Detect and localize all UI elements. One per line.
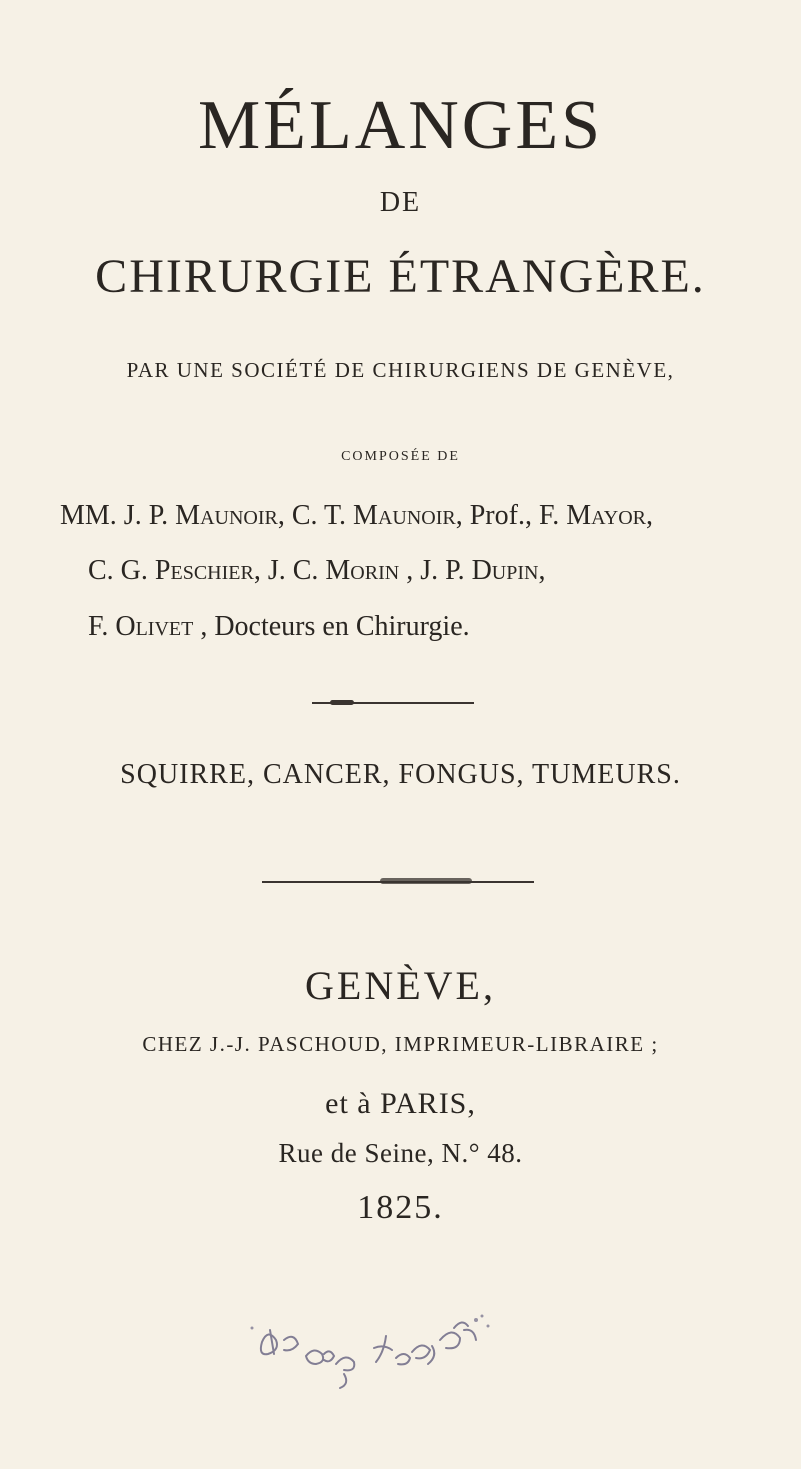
- book-title: MÉLANGES: [197, 87, 604, 164]
- divider-ornament: [330, 700, 354, 705]
- imprint-city: GENÈVE,: [305, 963, 496, 1008]
- imprint-printer: CHEZ J.-J. PASCHOUD, IMPRIMEUR-LIBRAIRE ;: [142, 1032, 659, 1056]
- imprint-paris: et à PARIS,: [325, 1087, 476, 1120]
- author-name: Dupin: [471, 555, 539, 586]
- author-separator: ,: [538, 555, 546, 586]
- author-separator: , J. P.: [399, 555, 472, 586]
- author-prefix: C. G.: [88, 555, 155, 586]
- author-name: Maunoir: [353, 500, 456, 531]
- divider-ornament: [380, 878, 472, 884]
- composed-of-line: COMPOSÉE DE: [341, 449, 460, 464]
- society-line: PAR UNE SOCIÉTÉ DE CHIRURGIENS DE GENÈVE,: [126, 358, 675, 382]
- author-prefix: F.: [88, 611, 116, 642]
- author-name: Mayor: [566, 500, 647, 531]
- authors-line-2: [88, 554, 545, 588]
- author-qualification: , Docteurs en Chirurgie.: [193, 611, 470, 642]
- library-stamp-icon: [240, 1300, 530, 1400]
- author-separator: , J. C.: [253, 555, 326, 586]
- topics-line: SQUIRRE, CANCER, FONGUS, TUMEURS.: [120, 759, 681, 790]
- author-name: Peschier: [154, 555, 254, 586]
- authors-line-1: [60, 499, 653, 533]
- author-name: Maunoir: [175, 500, 278, 531]
- author-name: Olivet: [115, 611, 194, 642]
- author-prefix: MM. J. P.: [60, 500, 176, 531]
- book-title-connector: DE: [379, 187, 422, 218]
- author-title: , Prof., F.: [455, 500, 567, 531]
- imprint-street: Rue de Seine, N.° 48.: [278, 1138, 523, 1168]
- book-subtitle: CHIRURGIE ÉTRANGÈRE.: [95, 250, 706, 303]
- author-separator: ,: [646, 500, 654, 531]
- author-name: Morin: [325, 555, 400, 586]
- imprint-year: 1825.: [357, 1189, 444, 1226]
- authors-line-3: [88, 610, 470, 644]
- author-separator: , C. T.: [277, 500, 354, 531]
